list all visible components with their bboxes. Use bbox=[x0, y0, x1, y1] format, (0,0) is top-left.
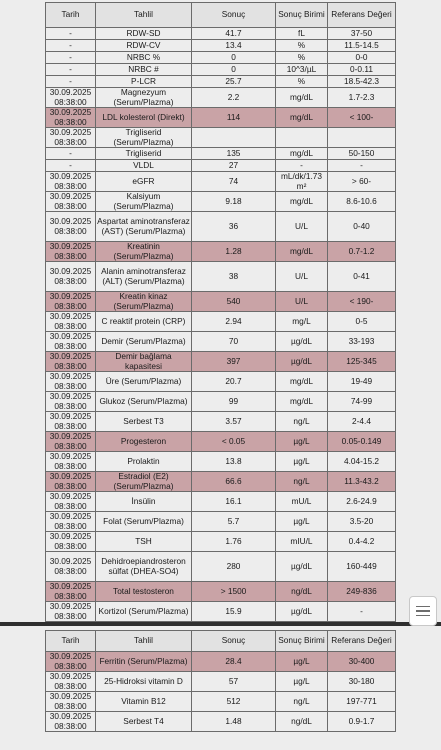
cell-unit: µg/L bbox=[276, 452, 328, 472]
cell-result: 512 bbox=[192, 692, 276, 712]
header-test: Tahlil bbox=[96, 631, 192, 652]
cell-unit: mg/dL bbox=[276, 88, 328, 108]
menu-button[interactable] bbox=[409, 596, 437, 626]
cell-reference: - bbox=[328, 602, 396, 622]
table-row bbox=[46, 128, 396, 148]
cell-unit: mg/L bbox=[276, 312, 328, 332]
cell-date: 30.09.2025 08:38:00 bbox=[46, 242, 96, 262]
cell-date: 30.09.2025 08:38:00 bbox=[46, 552, 96, 582]
hamburger-menu-icon bbox=[416, 610, 430, 612]
cell-result: 70 bbox=[192, 332, 276, 352]
cell-test: LDL kolesterol (Direkt) bbox=[96, 108, 192, 128]
cell-result: > 1500 bbox=[192, 582, 276, 602]
cell-result: 16.1 bbox=[192, 492, 276, 512]
table-row bbox=[46, 242, 396, 262]
cell-date: 30.09.2025 08:38:00 bbox=[46, 312, 96, 332]
table-row bbox=[46, 372, 396, 392]
cell-test: Demir bağlama kapasitesi bbox=[96, 352, 192, 372]
cell-test: Trigliserid (Serum/Plazma) bbox=[96, 128, 192, 148]
cell-result: 25.7 bbox=[192, 76, 276, 88]
cell-test: İnsülin bbox=[96, 492, 192, 512]
cell-unit: 10^3/µL bbox=[276, 64, 328, 76]
cell-unit: % bbox=[276, 52, 328, 64]
cell-result: 9.18 bbox=[192, 192, 276, 212]
cell-unit: mg/dL bbox=[276, 242, 328, 262]
cell-test: TSH bbox=[96, 532, 192, 552]
cell-test: Kortizol (Serum/Plazma) bbox=[96, 602, 192, 622]
table-row bbox=[46, 76, 396, 88]
table-row bbox=[46, 292, 396, 312]
cell-reference: 18.5-42.3 bbox=[328, 76, 396, 88]
cell-test: Aspartat aminotransferaz (AST) (Serum/Plazma) bbox=[96, 212, 192, 242]
cell-result: 2.94 bbox=[192, 312, 276, 332]
table-row bbox=[46, 88, 396, 108]
header-date: Tarih bbox=[46, 3, 96, 28]
cell-reference: 0-0.11 bbox=[328, 64, 396, 76]
cell-date: 30.09.2025 08:38:00 bbox=[46, 392, 96, 412]
cell-result: 36 bbox=[192, 212, 276, 242]
cell-result: 38 bbox=[192, 262, 276, 292]
cell-date: 30.09.2025 08:38:00 bbox=[46, 582, 96, 602]
cell-reference: 125-345 bbox=[328, 352, 396, 372]
lab-results-table-1 bbox=[45, 2, 396, 622]
table-row bbox=[46, 472, 396, 492]
cell-unit: µg/dL bbox=[276, 332, 328, 352]
cell-date: 30.09.2025 08:38:00 bbox=[46, 692, 96, 712]
cell-unit: µg/L bbox=[276, 432, 328, 452]
cell-reference: 249-836 bbox=[328, 582, 396, 602]
cell-reference: 0.9-1.7 bbox=[328, 712, 396, 732]
cell-reference: 11.3-43.2 bbox=[328, 472, 396, 492]
cell-result: 1.76 bbox=[192, 532, 276, 552]
cell-reference: 160-449 bbox=[328, 552, 396, 582]
header-reference: Referans Değeri bbox=[328, 631, 396, 652]
cell-date: 30.09.2025 08:38:00 bbox=[46, 472, 96, 492]
header-result: Sonuç bbox=[192, 631, 276, 652]
cell-test: NRBC # bbox=[96, 64, 192, 76]
cell-reference: 0.7-1.2 bbox=[328, 242, 396, 262]
cell-result: 27 bbox=[192, 160, 276, 172]
cell-date: 30.09.2025 08:38:00 bbox=[46, 712, 96, 732]
cell-reference: 8.6-10.6 bbox=[328, 192, 396, 212]
cell-date: 30.09.2025 08:38:00 bbox=[46, 192, 96, 212]
cell-test: Demir (Serum/Plazma) bbox=[96, 332, 192, 352]
cell-reference: 33-193 bbox=[328, 332, 396, 352]
cell-reference: 0.4-4.2 bbox=[328, 532, 396, 552]
table-row bbox=[46, 512, 396, 532]
cell-date: 30.09.2025 08:38:00 bbox=[46, 108, 96, 128]
cell-date: 30.09.2025 08:38:00 bbox=[46, 172, 96, 192]
cell-result: 15.9 bbox=[192, 602, 276, 622]
table-row bbox=[46, 672, 396, 692]
cell-result: 0 bbox=[192, 52, 276, 64]
table-header-row bbox=[46, 3, 396, 28]
cell-result: 280 bbox=[192, 552, 276, 582]
cell-reference: 50-150 bbox=[328, 148, 396, 160]
cell-result: 3.57 bbox=[192, 412, 276, 432]
cell-result: 74 bbox=[192, 172, 276, 192]
cell-test: 25-Hidroksi vitamin D bbox=[96, 672, 192, 692]
cell-reference: 0-0 bbox=[328, 52, 396, 64]
cell-test: Ferritin (Serum/Plazma) bbox=[96, 652, 192, 672]
cell-result: 66.6 bbox=[192, 472, 276, 492]
cell-result: 99 bbox=[192, 392, 276, 412]
cell-test: Alanin aminotransferaz (ALT) (Serum/Plazma) bbox=[96, 262, 192, 292]
cell-unit: µg/dL bbox=[276, 352, 328, 372]
cell-unit: - bbox=[276, 160, 328, 172]
cell-result: 57 bbox=[192, 672, 276, 692]
cell-reference: 19-49 bbox=[328, 372, 396, 392]
table-row bbox=[46, 64, 396, 76]
cell-reference: 11.5-14.5 bbox=[328, 40, 396, 52]
cell-test: Trigliserid bbox=[96, 148, 192, 160]
cell-unit: U/L bbox=[276, 212, 328, 242]
table-row bbox=[46, 192, 396, 212]
hamburger-menu-icon bbox=[416, 606, 430, 608]
table-row bbox=[46, 212, 396, 242]
cell-test: Kreatin kinaz (Serum/Plazma) bbox=[96, 292, 192, 312]
results-table-2-container bbox=[45, 630, 395, 732]
table-row bbox=[46, 312, 396, 332]
header-unit: Sonuç Birimi bbox=[276, 3, 328, 28]
cell-result: 28.4 bbox=[192, 652, 276, 672]
table-header-row bbox=[46, 631, 396, 652]
cell-unit: mU/L bbox=[276, 492, 328, 512]
cell-test: Serbest T3 bbox=[96, 412, 192, 432]
cell-date: 30.09.2025 08:38:00 bbox=[46, 352, 96, 372]
cell-result: 2.2 bbox=[192, 88, 276, 108]
cell-result: 13.8 bbox=[192, 452, 276, 472]
cell-result: 20.7 bbox=[192, 372, 276, 392]
cell-test: Prolaktin bbox=[96, 452, 192, 472]
cell-reference: 2-4.4 bbox=[328, 412, 396, 432]
cell-date: 30.09.2025 08:38:00 bbox=[46, 128, 96, 148]
cell-unit: fL bbox=[276, 28, 328, 40]
cell-unit: mg/dL bbox=[276, 148, 328, 160]
cell-test: Serbest T4 bbox=[96, 712, 192, 732]
table-row bbox=[46, 40, 396, 52]
cell-date: 30.09.2025 08:38:00 bbox=[46, 492, 96, 512]
table-row bbox=[46, 332, 396, 352]
cell-test: RDW-SD bbox=[96, 28, 192, 40]
cell-date: 30.09.2025 08:38:00 bbox=[46, 372, 96, 392]
cell-result: 0 bbox=[192, 64, 276, 76]
cell-date: 30.09.2025 08:38:00 bbox=[46, 602, 96, 622]
cell-result: 13.4 bbox=[192, 40, 276, 52]
cell-reference: > 60- bbox=[328, 172, 396, 192]
hamburger-menu-icon bbox=[416, 615, 430, 617]
cell-test: NRBC % bbox=[96, 52, 192, 64]
cell-date: 30.09.2025 08:38:00 bbox=[46, 452, 96, 472]
cell-test: P-LCR bbox=[96, 76, 192, 88]
cell-test: Estradiol (E2) (Serum/Plazma) bbox=[96, 472, 192, 492]
cell-date: 30.09.2025 08:38:00 bbox=[46, 652, 96, 672]
cell-reference: 0-40 bbox=[328, 212, 396, 242]
cell-unit: µg/L bbox=[276, 672, 328, 692]
table-row bbox=[46, 712, 396, 732]
cell-reference: 30-180 bbox=[328, 672, 396, 692]
cell-date: - bbox=[46, 160, 96, 172]
cell-reference: 197-771 bbox=[328, 692, 396, 712]
cell-reference: < 100- bbox=[328, 108, 396, 128]
cell-reference: 30-400 bbox=[328, 652, 396, 672]
table-row bbox=[46, 262, 396, 292]
cell-reference: 0-41 bbox=[328, 262, 396, 292]
cell-date: 30.09.2025 08:38:00 bbox=[46, 262, 96, 292]
cell-unit: ng/L bbox=[276, 692, 328, 712]
cell-unit: µg/L bbox=[276, 512, 328, 532]
table-row bbox=[46, 148, 396, 160]
cell-reference: 0.05-0.149 bbox=[328, 432, 396, 452]
table-row bbox=[46, 582, 396, 602]
cell-date: - bbox=[46, 148, 96, 160]
cell-test: Magnezyum (Serum/Plazma) bbox=[96, 88, 192, 108]
cell-date: 30.09.2025 08:38:00 bbox=[46, 332, 96, 352]
table-row bbox=[46, 108, 396, 128]
cell-result: < 0.05 bbox=[192, 432, 276, 452]
cell-date: 30.09.2025 08:38:00 bbox=[46, 512, 96, 532]
table-row bbox=[46, 432, 396, 452]
table-row bbox=[46, 28, 396, 40]
cell-unit bbox=[276, 128, 328, 148]
cell-result: 1.28 bbox=[192, 242, 276, 262]
header-reference: Referans Değeri bbox=[328, 3, 396, 28]
cell-date: - bbox=[46, 76, 96, 88]
results-table-1-container bbox=[45, 2, 395, 622]
table-row bbox=[46, 452, 396, 472]
cell-unit: mg/dL bbox=[276, 108, 328, 128]
cell-reference: 4.04-15.2 bbox=[328, 452, 396, 472]
cell-unit: ng/dL bbox=[276, 712, 328, 732]
cell-reference: 3.5-20 bbox=[328, 512, 396, 532]
cell-reference: 74-99 bbox=[328, 392, 396, 412]
cell-test: Vitamin B12 bbox=[96, 692, 192, 712]
cell-date: - bbox=[46, 28, 96, 40]
cell-date: 30.09.2025 08:38:00 bbox=[46, 532, 96, 552]
cell-unit: ng/L bbox=[276, 412, 328, 432]
table-row bbox=[46, 692, 396, 712]
cell-test: VLDL bbox=[96, 160, 192, 172]
header-result: Sonuç bbox=[192, 3, 276, 28]
cell-date: 30.09.2025 08:38:00 bbox=[46, 432, 96, 452]
cell-result: 397 bbox=[192, 352, 276, 372]
table-body-1 bbox=[46, 28, 396, 622]
cell-result: 114 bbox=[192, 108, 276, 128]
cell-date: 30.09.2025 08:38:00 bbox=[46, 88, 96, 108]
cell-result: 135 bbox=[192, 148, 276, 160]
cell-reference: 1.7-2.3 bbox=[328, 88, 396, 108]
cell-date: 30.09.2025 08:38:00 bbox=[46, 212, 96, 242]
cell-reference: - bbox=[328, 160, 396, 172]
cell-test: Kalsiyum (Serum/Plazma) bbox=[96, 192, 192, 212]
cell-unit: U/L bbox=[276, 292, 328, 312]
cell-unit: mL/dk/1.73 m² bbox=[276, 172, 328, 192]
cell-reference bbox=[328, 128, 396, 148]
table-row bbox=[46, 652, 396, 672]
table-row bbox=[46, 352, 396, 372]
lab-results-table-2 bbox=[45, 630, 396, 732]
cell-unit: mg/dL bbox=[276, 372, 328, 392]
cell-test: C reaktif protein (CRP) bbox=[96, 312, 192, 332]
table-row bbox=[46, 532, 396, 552]
table-row bbox=[46, 160, 396, 172]
cell-date: 30.09.2025 08:38:00 bbox=[46, 292, 96, 312]
cell-reference: 37-50 bbox=[328, 28, 396, 40]
table-row bbox=[46, 392, 396, 412]
cell-reference: 0-5 bbox=[328, 312, 396, 332]
table-row bbox=[46, 552, 396, 582]
section-divider bbox=[0, 622, 441, 626]
table-row bbox=[46, 52, 396, 64]
cell-unit: mg/dL bbox=[276, 392, 328, 412]
cell-reference: < 190- bbox=[328, 292, 396, 312]
cell-date: - bbox=[46, 40, 96, 52]
cell-date: 30.09.2025 08:38:00 bbox=[46, 412, 96, 432]
cell-test: eGFR bbox=[96, 172, 192, 192]
cell-test: Total testosteron bbox=[96, 582, 192, 602]
table-row bbox=[46, 412, 396, 432]
header-test: Tahlil bbox=[96, 3, 192, 28]
cell-unit: µg/dL bbox=[276, 552, 328, 582]
cell-date: - bbox=[46, 52, 96, 64]
cell-unit: ng/L bbox=[276, 472, 328, 492]
cell-test: Üre (Serum/Plazma) bbox=[96, 372, 192, 392]
table-row bbox=[46, 602, 396, 622]
cell-result: 41.7 bbox=[192, 28, 276, 40]
cell-unit: % bbox=[276, 76, 328, 88]
cell-unit: µg/dL bbox=[276, 602, 328, 622]
header-unit: Sonuç Birimi bbox=[276, 631, 328, 652]
cell-unit: µg/L bbox=[276, 652, 328, 672]
cell-result: 1.48 bbox=[192, 712, 276, 732]
cell-test: Kreatinin (Serum/Plazma) bbox=[96, 242, 192, 262]
table-body-2 bbox=[46, 652, 396, 732]
cell-unit: ng/dL bbox=[276, 582, 328, 602]
header-date: Tarih bbox=[46, 631, 96, 652]
cell-date: - bbox=[46, 64, 96, 76]
cell-result: 540 bbox=[192, 292, 276, 312]
cell-reference: 2.6-24.9 bbox=[328, 492, 396, 512]
cell-test: Progesteron bbox=[96, 432, 192, 452]
cell-result bbox=[192, 128, 276, 148]
cell-test: RDW-CV bbox=[96, 40, 192, 52]
table-row bbox=[46, 172, 396, 192]
cell-unit: mg/dL bbox=[276, 192, 328, 212]
cell-result: 5.7 bbox=[192, 512, 276, 532]
cell-test: Dehidroepiandrosteron sülfat (DHEA-SO4) bbox=[96, 552, 192, 582]
cell-unit: % bbox=[276, 40, 328, 52]
cell-date: 30.09.2025 08:38:00 bbox=[46, 672, 96, 692]
cell-unit: mIU/L bbox=[276, 532, 328, 552]
table-row bbox=[46, 492, 396, 512]
cell-test: Folat (Serum/Plazma) bbox=[96, 512, 192, 532]
cell-test: Glukoz (Serum/Plazma) bbox=[96, 392, 192, 412]
cell-unit: U/L bbox=[276, 262, 328, 292]
